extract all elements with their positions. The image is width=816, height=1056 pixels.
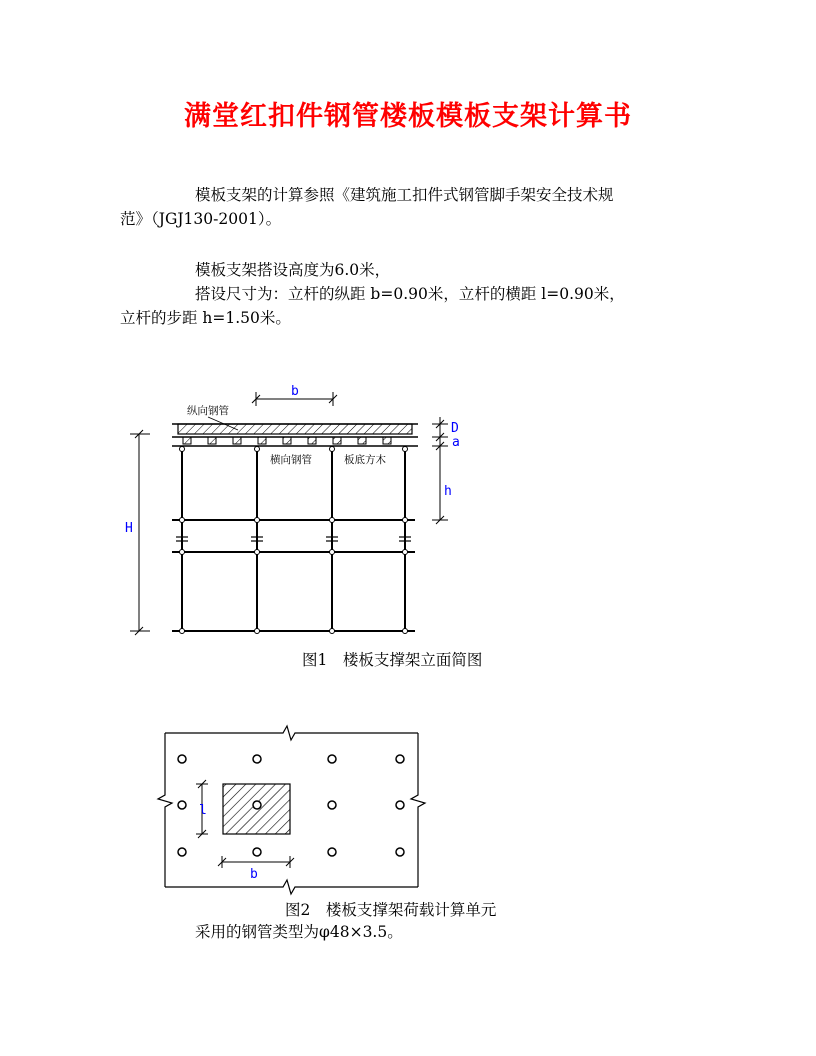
- dimension-right-column: [432, 417, 448, 524]
- bottom-timber-label: 板底方木: [344, 454, 386, 466]
- pipe-type-paragraph: 采用的钢管类型为φ48×3.5。: [195, 923, 403, 941]
- bottom-timber-row: [172, 437, 418, 446]
- vertical-poles: [182, 446, 405, 632]
- figure1-caption: 图1 楼板支撑架立面简图: [302, 651, 483, 669]
- dimension-h-label: h: [444, 484, 452, 499]
- dimension-a-label: a: [452, 435, 460, 450]
- floor-slab: [172, 424, 418, 434]
- dimension-H-left: [130, 430, 150, 635]
- figure2-dimension-b-label: b: [250, 867, 258, 882]
- reference-paragraph-line1: 模板支架的计算参照《建筑施工扣件式钢管脚手架安全技术规: [195, 186, 614, 204]
- reference-paragraph-line2: 范》（JGJ130-2001）。: [120, 210, 282, 228]
- size-paragraph-line1: 搭设尺寸为：立杆的纵距 b=0.90米，立杆的横距 l=0.90米，: [195, 285, 625, 303]
- dimension-H-label: H: [125, 521, 133, 536]
- page-title: 满堂红扣件钢管楼板模板支架计算书: [184, 101, 632, 132]
- figure2-dimension-l-label: l: [199, 803, 207, 818]
- dimension-D-label: D: [451, 421, 459, 436]
- height-paragraph: 模板支架搭设高度为6.0米，: [195, 261, 391, 279]
- pipe-couplers: [180, 447, 408, 634]
- horizontal-ledgers: [172, 520, 415, 631]
- longitudinal-pipe-label: 纵向钢管: [187, 405, 229, 417]
- transverse-pipe-label: 横向钢管: [270, 454, 312, 466]
- dimension-b-top-label: b: [291, 384, 299, 399]
- size-paragraph-line2: 立杆的步距 h=1.50米。: [120, 309, 291, 327]
- figure2-caption: 图2 楼板支撑架荷载计算单元: [285, 901, 497, 919]
- pole-break-marks: [176, 537, 411, 541]
